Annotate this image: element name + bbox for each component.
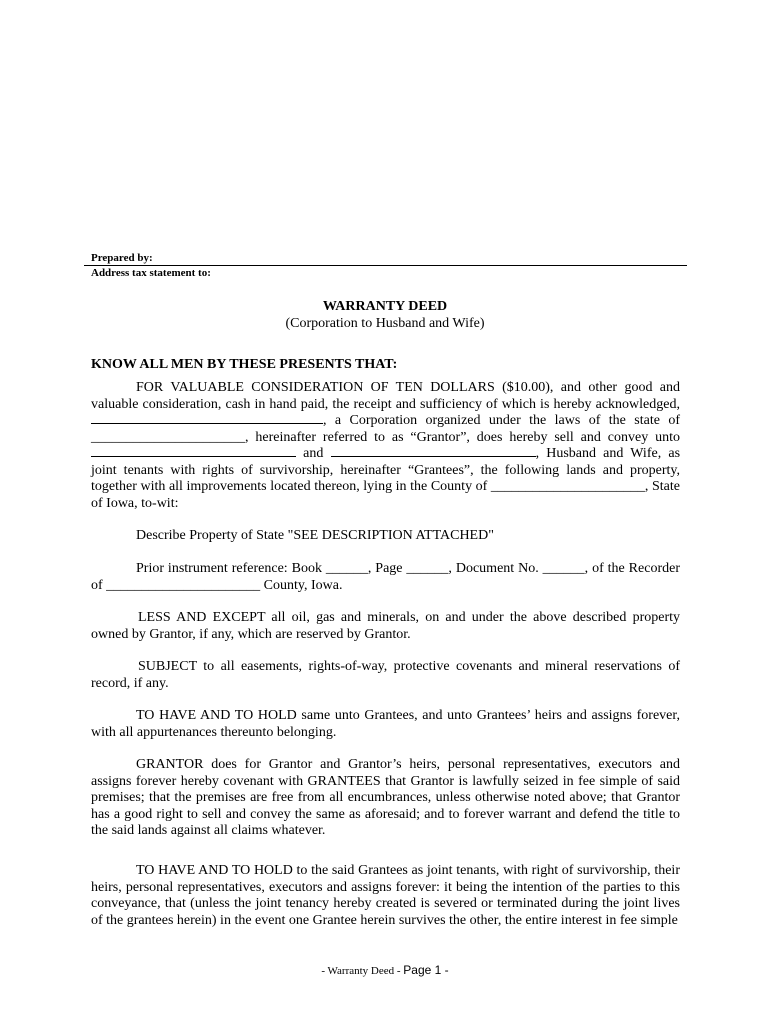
grantee1-name-blank[interactable] <box>91 446 296 457</box>
prior-instrument-paragraph: Prior instrument reference: Book ______, Page ______, Document No. ______, of the Recorder of ______________________ County, Iowa. <box>91 561 680 593</box>
grantee2-name-blank[interactable] <box>331 446 536 457</box>
less-and-except-paragraph: LESS AND EXCEPT all oil, gas and minerals, on and under the above described property owned by Grantor, if any, which are reserved by Grantor. <box>91 610 680 642</box>
address-tax-label: Address tax statement to: <box>91 267 211 279</box>
habendum-paragraph: TO HAVE AND TO HOLD same unto Grantees, and unto Grantees’ heirs and assigns forever, with all appurtenances thereunto belonging. <box>91 708 680 740</box>
page-footer <box>0 963 770 977</box>
consideration-rest: joint tenants with rights of survivorship, hereinafter “Grantees”, the following lands and property, together with all improvements located thereon, lying in the County of ______________________, State of Iowa, to-wit: <box>91 462 680 511</box>
consideration-line1: FOR VALUABLE CONSIDERATION OF TEN DOLLARS ($10.00), and other good and valuable consideration, cash in hand paid, the receipt and sufficiency of which is hereby acknowledged, <box>91 380 680 412</box>
joint-tenancy-paragraph: TO HAVE AND TO HOLD to the said Grantees as joint tenants, with right of survivorship, their heirs, personal representatives, executors and assigns forever: it being the intention of the parties to this conveyance, that (unless the joint tenancy hereby created is severed or terminated during the joint lives of the grantees herein) in the event one Grantee herein survives the other, the entire interest in fee simple <box>91 863 680 928</box>
grantor-covenant-paragraph: GRANTOR does for Grantor and Grantor’s heirs, personal representatives, executors and assigns forever hereby covenant with GRANTEES that Grantor is lawfully seized in fee simple of said premises; that the premises are free from all encumbrances, unless otherwise noted above; that Grantor has a good right to sell and convey the same as aforesaid; and to forever warrant and defend the title to the said lands against all claims whatever. <box>91 757 680 838</box>
section-heading: KNOW ALL MEN BY THESE PRESENTS THAT: <box>91 357 398 372</box>
document-title: WARRANTY DEED <box>322 299 448 314</box>
header-divider <box>84 265 687 266</box>
consideration-paragraph <box>91 380 680 512</box>
corporation-name-blank[interactable] <box>91 413 323 424</box>
describe-property-paragraph: Describe Property of State "SEE DESCRIPTION ATTACHED" <box>136 528 494 543</box>
consideration-line3: ______________________, hereinafter referred to as “Grantor”, does hereby sell and convey unto <box>91 429 680 445</box>
subject-paragraph: SUBJECT to all easements, rights-of-way, protective covenants and mineral reservations of record, if any. <box>91 659 680 691</box>
footer-page-number: Page 1 - <box>403 963 449 977</box>
consideration-line4: , Husband and Wife, as <box>535 446 681 461</box>
prepared-by-label: Prepared by: <box>91 252 153 264</box>
document-subtitle: (Corporation to Husband and Wife) <box>285 316 485 331</box>
consideration-line2: , a Corporation organized under the laws of the state of <box>323 413 680 428</box>
footer-label: - Warranty Deed - <box>321 965 404 977</box>
and-text: and <box>303 446 324 461</box>
